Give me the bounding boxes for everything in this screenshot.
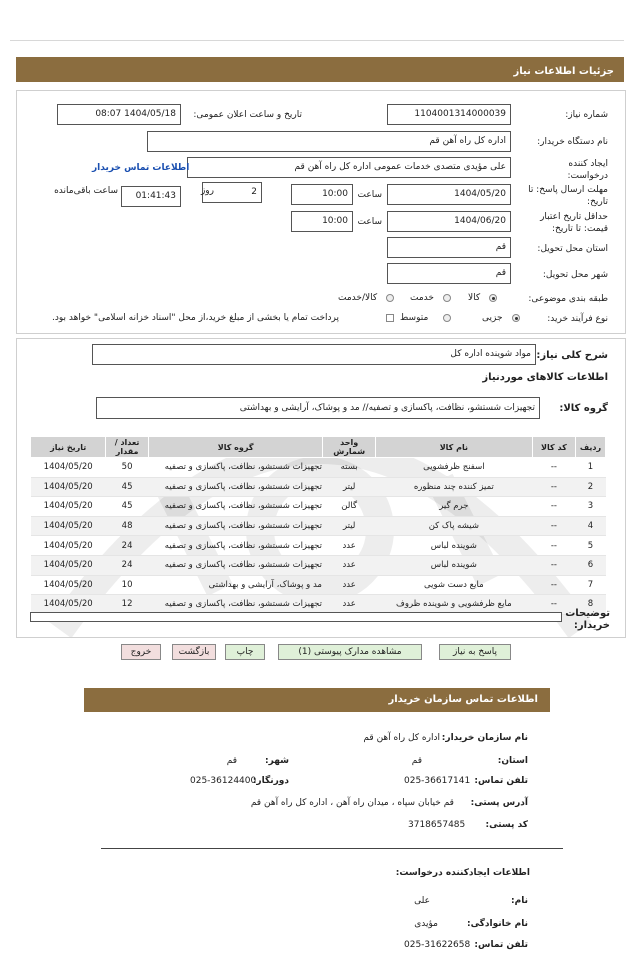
table-cell: 1404/05/20 bbox=[31, 477, 106, 497]
contact-province-value: قم bbox=[411, 756, 422, 766]
category-both-radio[interactable] bbox=[386, 294, 394, 302]
group-label: گروه کالا: bbox=[559, 403, 608, 414]
buyer-field: اداره کل راه آهن قم bbox=[147, 131, 511, 152]
address-label: آدرس پستی: bbox=[470, 798, 528, 808]
table-cell: 10 bbox=[106, 575, 148, 595]
table-cell: لیتر bbox=[323, 516, 375, 536]
summary-field: مواد شوینده اداره کل bbox=[92, 344, 536, 365]
table-cell: 45 bbox=[106, 497, 148, 517]
table-cell: 24 bbox=[106, 555, 148, 575]
table-cell: 1404/05/20 bbox=[31, 458, 106, 478]
category-both-label: کالا/خدمت bbox=[338, 293, 378, 303]
table-cell: مد و پوشاک، آرایشی و بهداشتی bbox=[148, 575, 323, 595]
days-field: 2 bbox=[202, 182, 262, 203]
province-label: استان محل تحویل: bbox=[537, 244, 608, 254]
contact-title: اطلاعات تماس سازمان خریدار bbox=[388, 694, 538, 705]
col-row: ردیف bbox=[575, 437, 605, 458]
buyer-label: نام دستگاه خریدار: bbox=[537, 137, 608, 147]
goods-table bbox=[30, 436, 606, 615]
table-cell: جرم گیر bbox=[375, 497, 532, 517]
table-cell: 1404/05/20 bbox=[31, 595, 106, 615]
table-cell: عدد bbox=[323, 575, 375, 595]
contact-city-value: قم bbox=[226, 756, 237, 766]
table-row bbox=[31, 536, 606, 556]
table-cell: 2 bbox=[575, 477, 605, 497]
table-cell: 1 bbox=[575, 458, 605, 478]
category-goods-radio[interactable] bbox=[489, 294, 497, 302]
table-cell: 3 bbox=[575, 497, 605, 517]
table-cell: 1404/05/20 bbox=[31, 536, 106, 556]
table-cell: 8 bbox=[575, 595, 605, 615]
deadline-time-label: ساعت bbox=[357, 190, 382, 200]
category-goods-label: کالا bbox=[468, 293, 481, 303]
table-cell: عدد bbox=[323, 555, 375, 575]
table-cell: تجهیزات شستشو، نظافت، پاکسازی و تصفیه bbox=[148, 497, 323, 517]
page-header bbox=[16, 57, 624, 82]
table-cell: عدد bbox=[323, 536, 375, 556]
org-label: نام سازمان خریدار: bbox=[441, 733, 528, 743]
table-row bbox=[31, 458, 606, 478]
table-cell: تجهیزات شستشو، نظافت، پاکسازی و تصفیه bbox=[148, 536, 323, 556]
remaining-label: ساعت باقی‌مانده bbox=[54, 186, 118, 196]
table-cell: تجهیزات شستشو، نظافت، پاکسازی و تصفیه bbox=[148, 595, 323, 615]
page-title: جزئیات اطلاعات نیاز bbox=[513, 66, 614, 77]
contact-province-label: استان: bbox=[497, 756, 528, 766]
back-button[interactable]: بازگشت bbox=[172, 644, 216, 660]
col-date: تاریخ نیاز bbox=[31, 437, 106, 458]
validity-time-field: 10:00 bbox=[291, 211, 353, 232]
contact-fax-label: دورنگار: bbox=[252, 776, 289, 786]
table-cell: -- bbox=[532, 536, 575, 556]
announce-label: تاریخ و ساعت اعلان عمومی: bbox=[193, 110, 302, 120]
contact-phone-label: تلفن تماس: bbox=[474, 776, 528, 786]
table-cell: بسته bbox=[323, 458, 375, 478]
table-cell: تمیز کننده چند منظوره bbox=[375, 477, 532, 497]
table-cell: 1404/05/20 bbox=[31, 575, 106, 595]
table-cell: شوینده لباس bbox=[375, 555, 532, 575]
process-partial-label: جزیی bbox=[482, 313, 503, 323]
deadline-date-field: 1404/05/20 bbox=[387, 184, 511, 205]
table-cell: -- bbox=[532, 477, 575, 497]
reply-button[interactable]: پاسخ به نیاز bbox=[439, 644, 511, 660]
postal-label: کد پستی: bbox=[485, 820, 528, 830]
creator-family-label: نام خانوادگی: bbox=[466, 919, 528, 929]
table-cell: مایع دست شویی bbox=[375, 575, 532, 595]
notes-field bbox=[30, 612, 562, 622]
table-cell: -- bbox=[532, 595, 575, 615]
table-cell: -- bbox=[532, 497, 575, 517]
table-cell: 7 bbox=[575, 575, 605, 595]
deadline-time-field: 10:00 bbox=[291, 184, 353, 205]
deadline-label: مهلت ارسال پاسخ: تا تاریخ: bbox=[528, 185, 608, 207]
process-label: نوع فرآیند خرید: bbox=[547, 314, 608, 324]
process-medium-label: متوسط bbox=[400, 313, 429, 323]
city-label: شهر محل تحویل: bbox=[542, 270, 608, 280]
goods-title: اطلاعات کالاهای موردنیاز bbox=[482, 372, 608, 383]
category-service-radio[interactable] bbox=[443, 294, 451, 302]
table-cell: 24 bbox=[106, 536, 148, 556]
table-cell: 6 bbox=[575, 555, 605, 575]
creator-family-value: مؤیدی bbox=[414, 919, 438, 929]
table-cell: -- bbox=[532, 575, 575, 595]
table-cell: لیتر bbox=[323, 477, 375, 497]
announce-field: 1404/05/18 08:07 bbox=[57, 104, 181, 125]
creator-name-label: نام: bbox=[511, 896, 528, 906]
summary-label: شرح کلی نیاز: bbox=[536, 350, 608, 361]
table-cell: 48 bbox=[106, 516, 148, 536]
col-code: کد کالا bbox=[532, 437, 575, 458]
contact-header bbox=[84, 688, 550, 712]
table-header-row bbox=[31, 437, 606, 458]
category-label: طبقه بندی موضوعی: bbox=[528, 294, 608, 304]
print-button[interactable]: چاپ bbox=[225, 644, 265, 660]
validity-time-label: ساعت bbox=[357, 217, 382, 227]
org-value: اداره کل راه آهن قم bbox=[363, 733, 440, 743]
table-cell: تجهیزات شستشو، نظافت، پاکسازی و تصفیه bbox=[148, 516, 323, 536]
table-row bbox=[31, 477, 606, 497]
postal-value: 3718657485 bbox=[408, 820, 466, 830]
table-cell: عدد bbox=[323, 595, 375, 615]
table-cell: 1404/05/20 bbox=[31, 516, 106, 536]
group-field: تجهیزات شستشو، نظافت، پاکسازی و تصفیه// مد و پوشاک، آرایشی و بهداشتی bbox=[96, 397, 540, 419]
table-cell: 45 bbox=[106, 477, 148, 497]
table-cell: تجهیزات شستشو، نظافت، پاکسازی و تصفیه bbox=[148, 458, 323, 478]
city-field: قم bbox=[387, 263, 511, 284]
contact-phone-value: 025-36617141 bbox=[404, 776, 471, 786]
table-cell: گالن bbox=[323, 497, 375, 517]
notes-label: توضیحات خریدار: bbox=[565, 608, 610, 631]
table-cell: شیشه پاک کن bbox=[375, 516, 532, 536]
treasury-checkbox[interactable] bbox=[386, 314, 394, 322]
payment-note: پرداخت تمام یا بخشی از مبلغ خرید،از محل "اسناد خزانه اسلامی" خواهد بود. bbox=[52, 313, 340, 323]
days-label: روز bbox=[200, 186, 214, 196]
table-cell: -- bbox=[532, 555, 575, 575]
col-name: نام کالا bbox=[375, 437, 532, 458]
process-partial-radio[interactable] bbox=[512, 314, 520, 322]
table-row bbox=[31, 497, 606, 517]
creator-phone-value: 025-31622658 bbox=[404, 940, 471, 950]
creator-info-title: اطلاعات ایجادکننده درخواست: bbox=[395, 868, 530, 878]
address-value: قم خیابان سپاه ، میدان راه آهن ، اداره کل راه آهن قم bbox=[250, 798, 454, 808]
table-cell: مایع ظرفشویی و شوینده ظروف bbox=[375, 595, 532, 615]
contact-separator bbox=[101, 848, 563, 849]
exit-button[interactable]: خروج bbox=[121, 644, 161, 660]
table-row bbox=[31, 516, 606, 536]
table-cell: -- bbox=[532, 516, 575, 536]
table-cell: تجهیزات شستشو، نظافت، پاکسازی و تصفیه bbox=[148, 477, 323, 497]
table-cell: 50 bbox=[106, 458, 148, 478]
creator-field: علی مؤیدی متصدی خدمات عمومی اداره کل راه آهن قم bbox=[187, 157, 511, 178]
contact-city-label: شهر: bbox=[265, 756, 289, 766]
need-number-field: 1104001314000039 bbox=[387, 104, 511, 125]
table-cell: 12 bbox=[106, 595, 148, 615]
table-cell: شوینده لباس bbox=[375, 536, 532, 556]
table-cell: 1404/05/20 bbox=[31, 497, 106, 517]
table-cell: 4 bbox=[575, 516, 605, 536]
table-cell: -- bbox=[532, 458, 575, 478]
table-row bbox=[31, 575, 606, 595]
col-qty: تعداد / مقدار bbox=[106, 437, 148, 458]
validity-date-field: 1404/06/20 bbox=[387, 211, 511, 232]
attachments-button[interactable]: مشاهده مدارک پیوستی (1) bbox=[278, 644, 422, 660]
need-number-label: شماره نیاز: bbox=[565, 110, 608, 120]
col-unit: واحد شمارش bbox=[323, 437, 375, 458]
buyer-contact-link[interactable]: اطلاعات تماس خریدار bbox=[92, 163, 190, 173]
creator-phone-label: تلفن تماس: bbox=[474, 940, 528, 950]
table-cell: 5 bbox=[575, 536, 605, 556]
creator-name-value: علی bbox=[414, 896, 430, 906]
top-divider bbox=[10, 40, 624, 41]
category-service-label: خدمت bbox=[410, 293, 434, 303]
creator-label: ایجاد کننده درخواست: bbox=[567, 159, 608, 181]
process-medium-radio[interactable] bbox=[443, 314, 451, 322]
table-cell: تجهیزات شستشو، نظافت، پاکسازی و تصفیه bbox=[148, 555, 323, 575]
table-cell: اسفنج ظرفشویی bbox=[375, 458, 532, 478]
contact-fax-value: 025-36124400 bbox=[190, 776, 257, 786]
validity-label: حداقل تاریخ اعتبار قیمت: تا تاریخ: bbox=[540, 212, 608, 234]
col-group: گروه کالا bbox=[148, 437, 323, 458]
table-row bbox=[31, 555, 606, 575]
province-field: قم bbox=[387, 237, 511, 258]
remaining-field: 01:41:43 bbox=[121, 186, 181, 207]
table-cell: 1404/05/20 bbox=[31, 555, 106, 575]
